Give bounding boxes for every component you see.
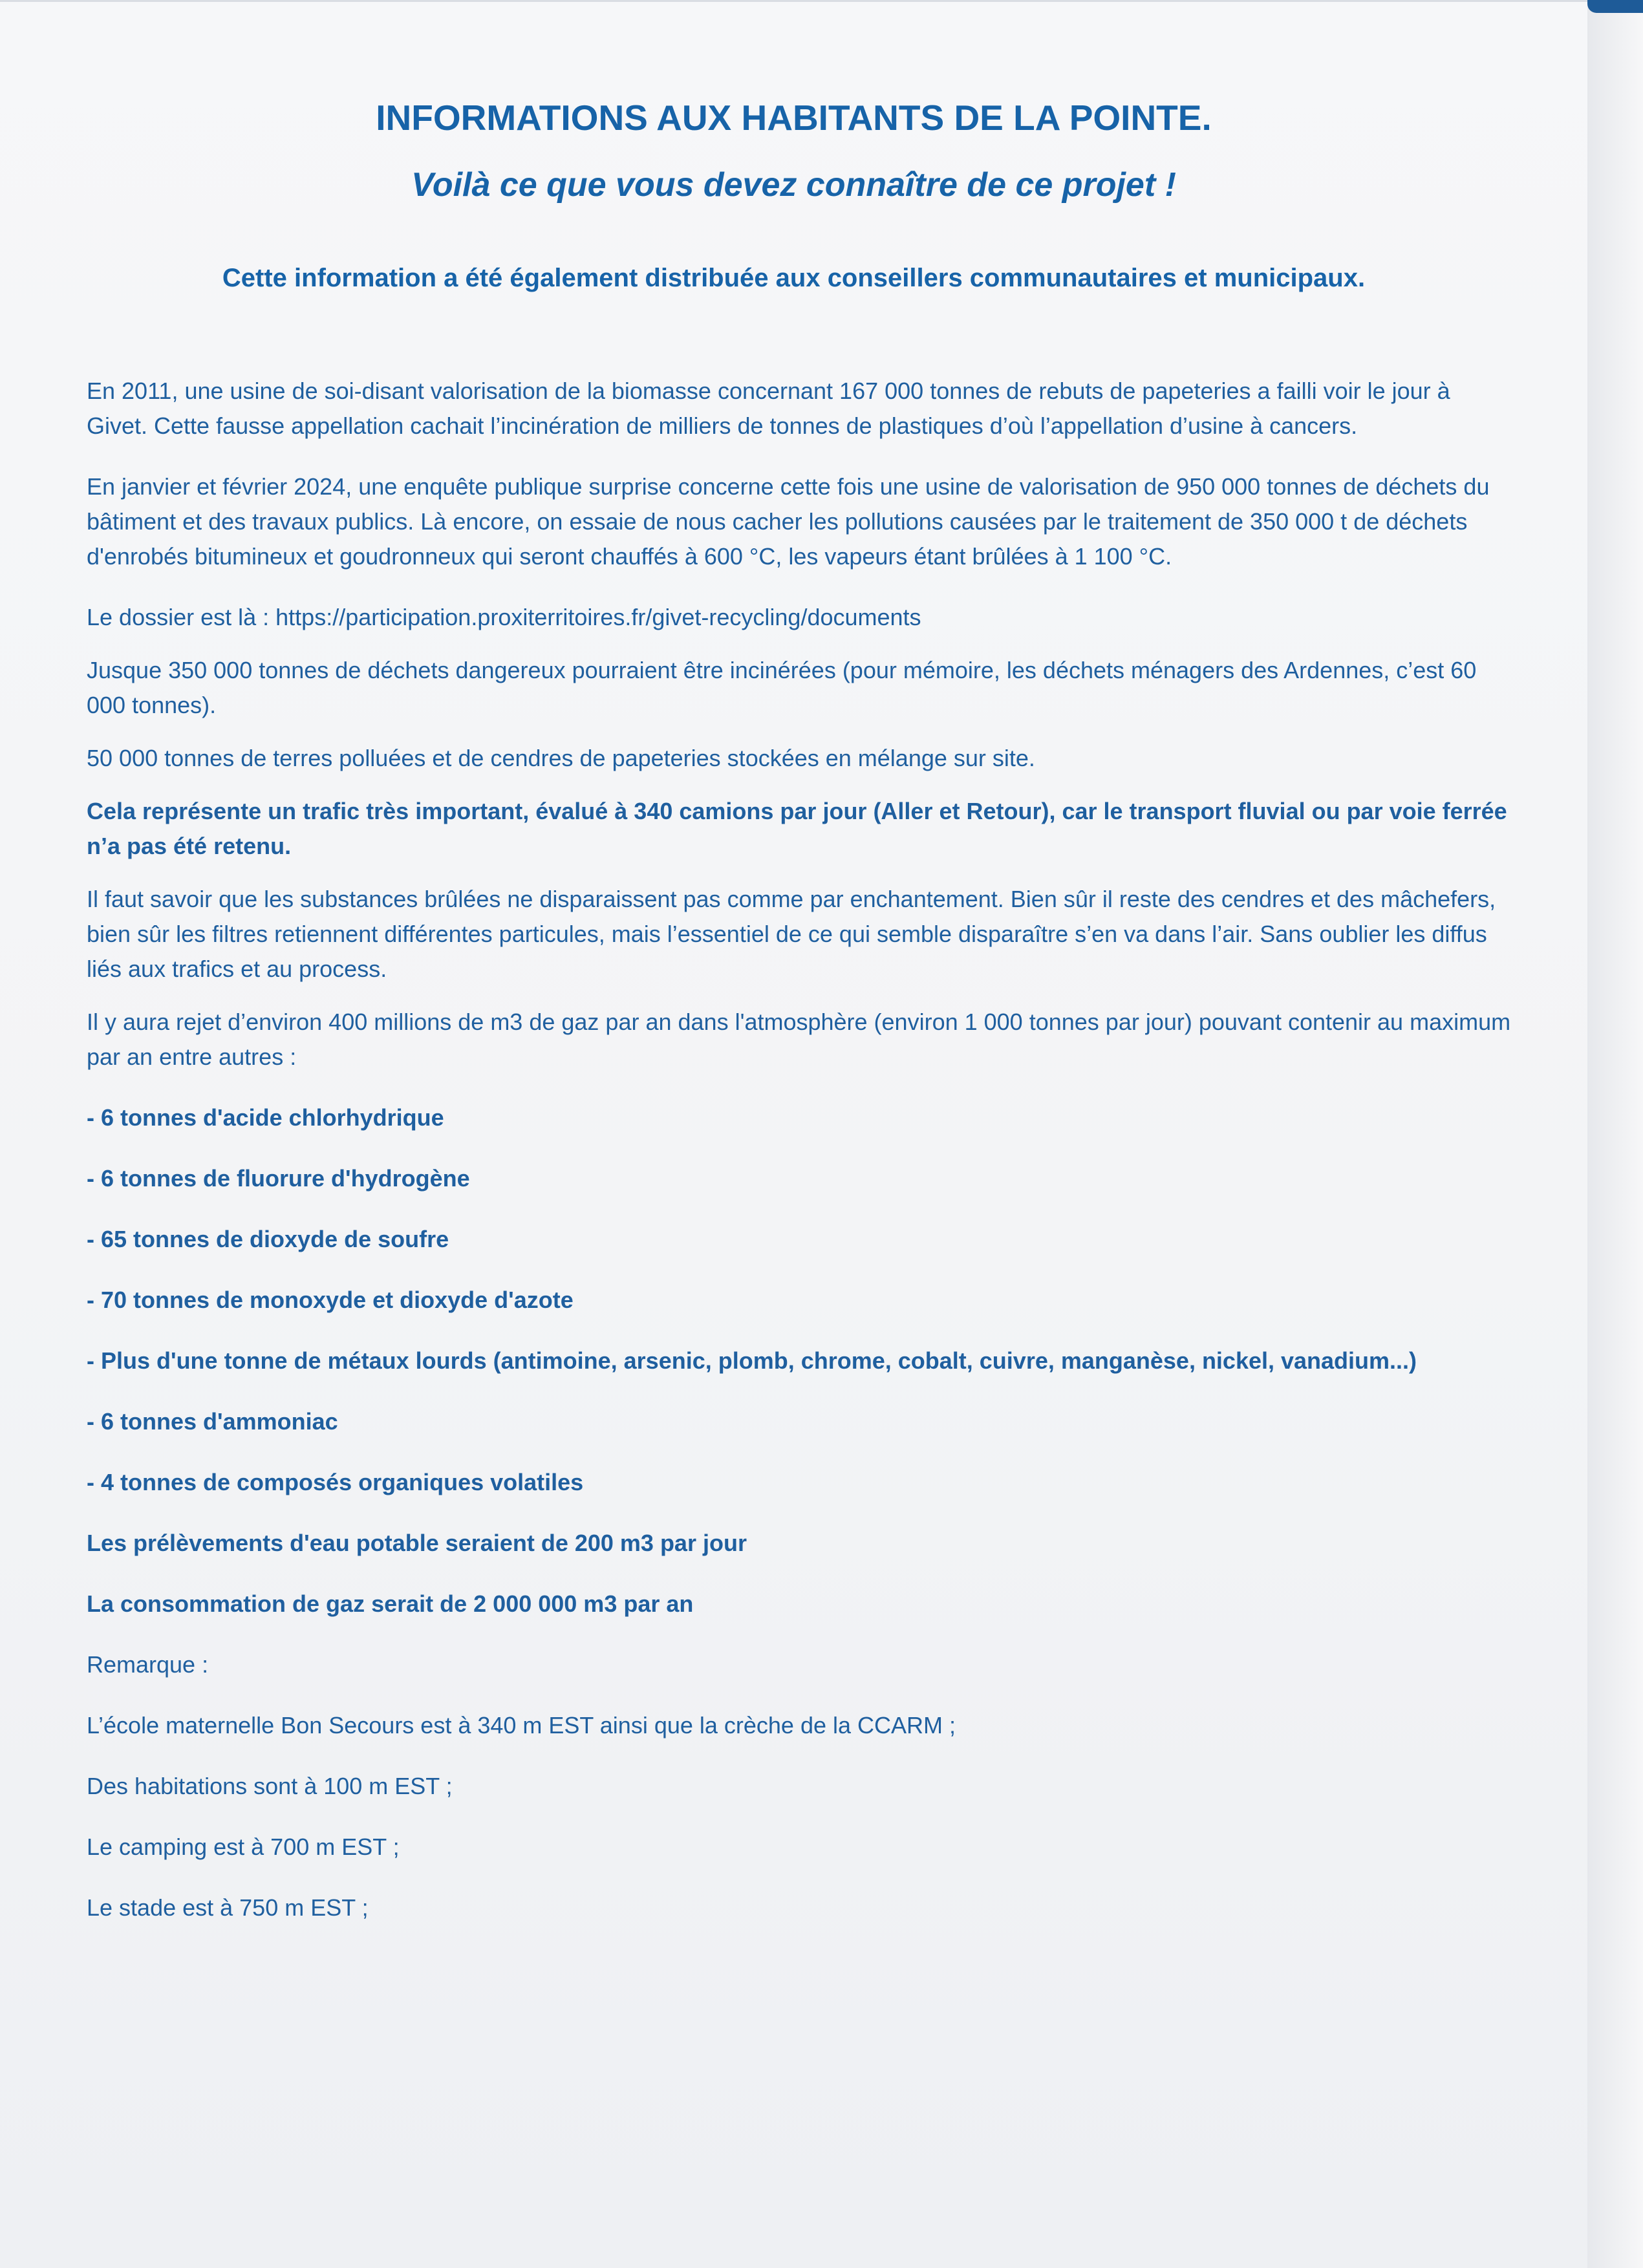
paragraph-gas-release: Il y aura rejet d’environ 400 millions de m3 de gaz par an dans l'atmosphère (environ 1 000 tonnes par jour) pouvant contenir au maximum par an entre autres : [87,1009,1511,1070]
emission-item: - 6 tonnes d'ammoniac [87,1408,338,1435]
paragraph-water-withdrawal: Les prélèvements d'eau potable seraient de 200 m3 par jour [87,1530,747,1556]
emission-item: - 65 tonnes de dioxyde de soufre [87,1226,449,1252]
remark-item: Le camping est à 700 m EST ; [87,1834,400,1860]
paragraph-truck-traffic: Cela représente un trafic très important, évalué à 340 camions par jour (Aller et Retour), car le transport fluvial ou par voie ferrée n’a pas été retenu. [87,798,1507,859]
paragraph-dangerous-waste: Jusque 350 000 tonnes de déchets dangereux pourraient être incinérées (pour mémoire, les déchets ménagers des Ardennes, c’est 60 000 tonnes). [87,657,1477,718]
paragraph-2011: En 2011, une usine de soi-disant valorisation de la biomasse concernant 167 000 tonnes de rebuts de papeteries a failli voir le jour à Givet. Cette fausse appellation cachait l’incinération de milliers de tonnes de plastiques d’où l’appellation d’usine à cancers. [87,378,1450,439]
paragraph-2024: En janvier et février 2024, une enquête publique surprise concerne cette fois une usine de valorisation de 950 000 tonnes de déchets du bâtiment et des travaux publics. Là encore, on essaie de nous cacher les pollutions causées par le traitement de 350 000 t de déchets d'enrobés bitumineux et goudronneux qui seront chauffés à 600 °C, les vapeurs étant brûlées à 1 100 °C. [87,473,1490,570]
paragraph-dossier-link: Le dossier est là : https://participation.proxiterritoires.fr/givet-recycling/documents [87,604,921,630]
paragraph-burned-substances: Il faut savoir que les substances brûlées ne disparaissent pas comme par enchantement. Bien sûr il reste des cendres et des mâchefers, bien sûr les filtres retiennent différentes particules, mais l’essentiel de ce qui semble disparaître s’en va dans l’air. Sans oublier les diffus liés aux trafics et au process. [87,886,1496,982]
remark-item: Des habitations sont à 100 m EST ; [87,1773,453,1799]
remark-item: L’école maternelle Bon Secours est à 340 m EST ainsi que la crèche de la CCARM ; [87,1712,956,1738]
document-title: INFORMATIONS AUX HABITANTS DE LA POINTE. [376,98,1212,138]
distribution-notice: Cette information a été également distribuée aux conseillers communautaires et municipaux. [222,264,1366,292]
scanner-edge-strip [1587,0,1643,2268]
emission-item: - Plus d'une tonne de métaux lourds (antimoine, arsenic, plomb, chrome, cobalt, cuivre, manganèse, nickel, vanadium...) [87,1347,1417,1374]
paragraph-polluted-soils: 50 000 tonnes de terres polluées et de cendres de papeteries stockées en mélange sur site. [87,745,1035,771]
document-subtitle: Voilà ce que vous devez connaître de ce projet ! [411,166,1176,204]
emission-item: - 4 tonnes de composés organiques volatiles [87,1469,584,1495]
emission-item: - 70 tonnes de monoxyde et dioxyde d'azote [87,1287,574,1313]
corner-blue-mark [1587,0,1643,13]
remark-label: Remarque : [87,1651,209,1678]
emission-item: - 6 tonnes d'acide chlorhydrique [87,1104,444,1131]
document-body [87,374,1516,1951]
paragraph-gas-consumption: La consommation de gaz serait de 2 000 000 m3 par an [87,1590,694,1617]
scan-top-edge [0,0,1587,2]
remarks-list [87,1708,1516,1925]
emission-item: - 6 tonnes de fluorure d'hydrogène [87,1165,470,1192]
remark-item: Le stade est à 750 m EST ; [87,1894,369,1921]
emissions-list [87,1100,1516,1500]
